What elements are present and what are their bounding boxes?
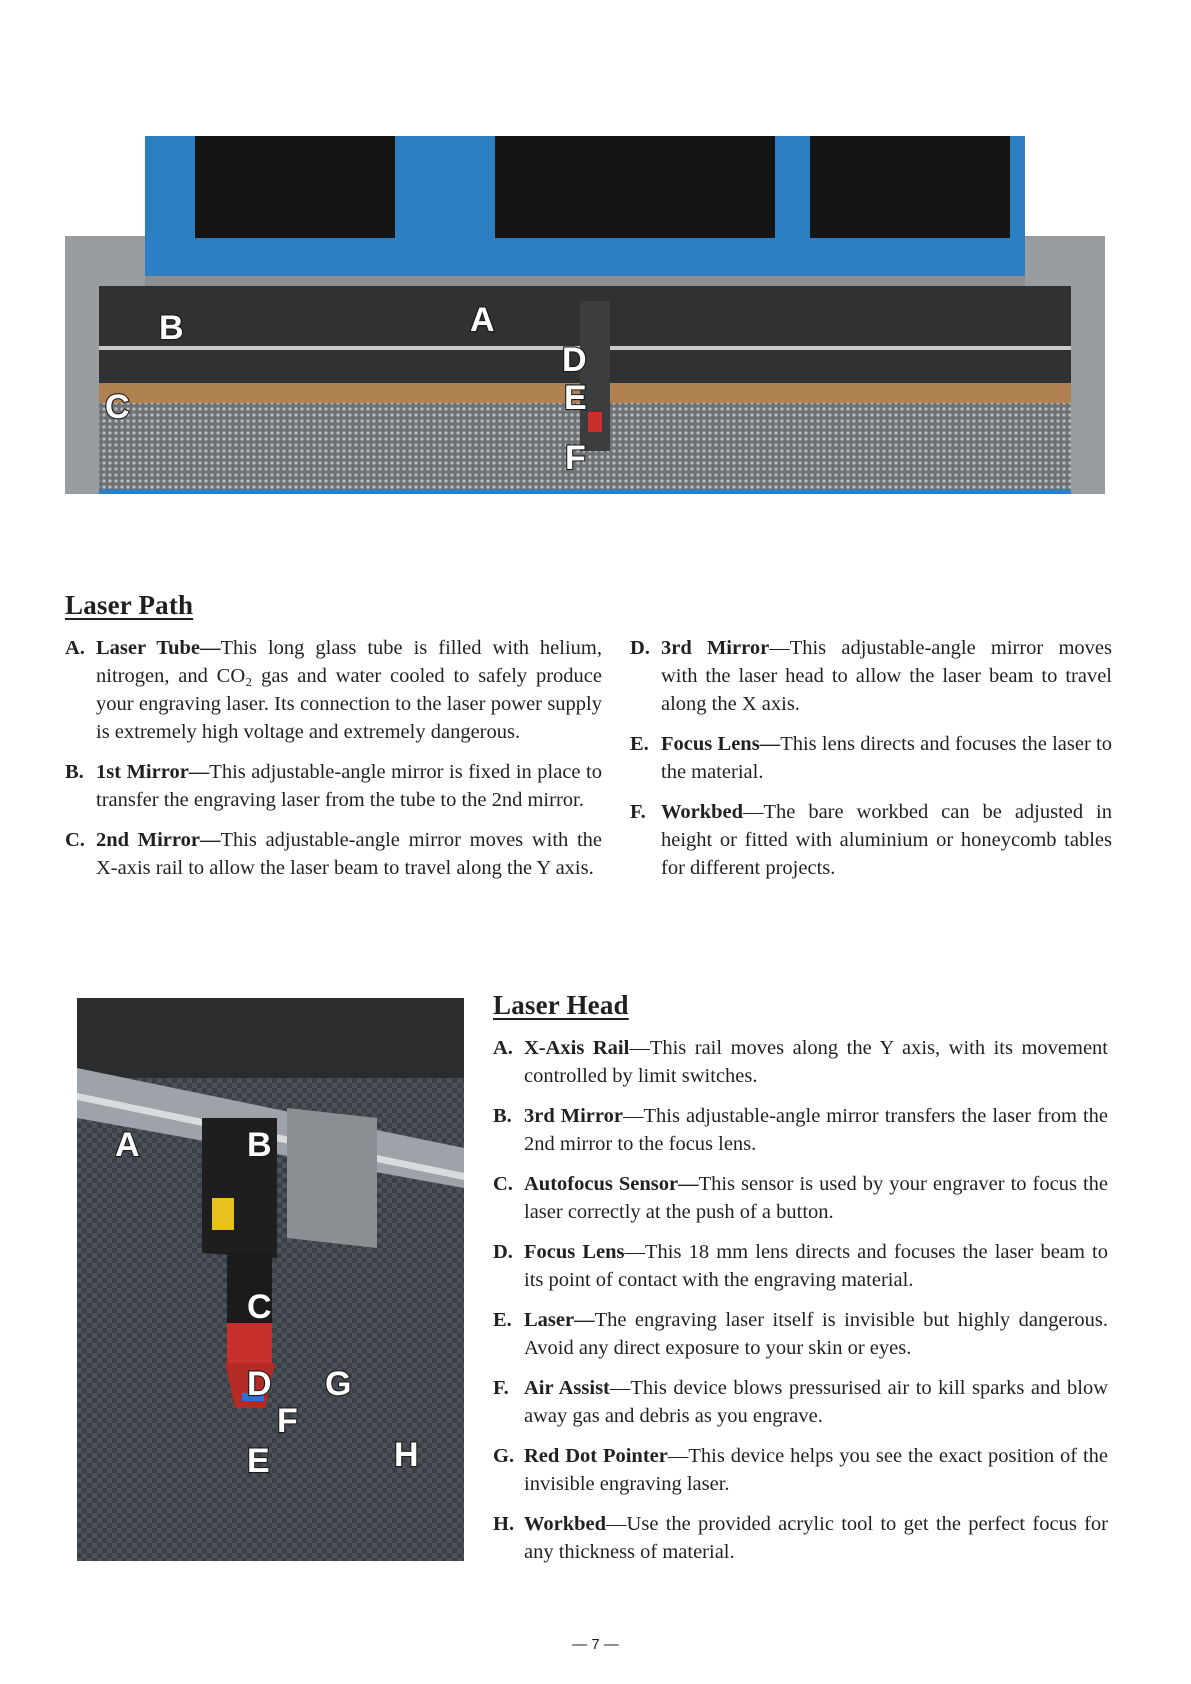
page-number: — 7 —: [572, 1636, 619, 1653]
laser-path-list-left: [65, 634, 602, 894]
laser-path-list-right: [630, 634, 1112, 894]
laser-head-list: [493, 1034, 1108, 1578]
callout-f-top: F: [565, 439, 586, 477]
callout-d-top: D: [562, 341, 587, 379]
callout-a-top: A: [470, 301, 495, 339]
laser-head-item-g: G. Red Dot Pointer—This device helps you see the exact position of the invisible engraving laser.: [493, 1445, 1108, 1495]
laser-path-item-a: A. Laser Tube—This long glass tube is filled with helium, nitrogen, and CO₂ gas and water cooled to safely produce your engraving laser. Its connection to the laser power supply is extremely high voltage and extremely dangerous.: [65, 637, 602, 743]
callout-f-head: F: [277, 1402, 298, 1440]
laser-head-photo: [77, 998, 464, 1561]
callout-g-head: G: [325, 1365, 352, 1403]
laser-head-item-b: B. 3rd Mirror—This adjustable-angle mirror transfers the laser from the 2nd mirror to the focus lens.: [493, 1105, 1108, 1155]
laser-head-item-a: A. X-Axis Rail—This rail moves along the Y axis, with its movement controlled by limit switches.: [493, 1037, 1108, 1087]
callout-h-head: H: [394, 1436, 419, 1474]
laser-path-item-c: C. 2nd Mirror—This adjustable-angle mirror moves with the X-axis rail to allow the laser beam to travel along the Y axis.: [65, 829, 602, 879]
laser-head-item-h: H. Workbed—Use the provided acrylic tool to get the perfect focus for any thickness of material.: [493, 1513, 1108, 1563]
laser-path-item-e: E. Focus Lens—This lens directs and focuses the laser to the material.: [630, 733, 1112, 783]
callout-b-top: B: [159, 309, 184, 347]
laser-head-illustration: [77, 998, 464, 1561]
laser-head-heading: Laser Head: [493, 990, 629, 1020]
callout-c-head: C: [247, 1288, 272, 1326]
laser-head-item-d: D. Focus Lens—This 18 mm lens directs and focuses the laser beam to its point of contact with the engraving material.: [493, 1241, 1108, 1291]
callout-c-top: C: [105, 388, 130, 426]
laser-path-item-d: D. 3rd Mirror—This adjustable-angle mirror moves with the laser head to allow the laser beam to travel along the X axis.: [630, 637, 1112, 715]
laser-path-heading: Laser Path: [65, 590, 194, 620]
laser-path-item-b: B. 1st Mirror—This adjustable-angle mirror is fixed in place to transfer the engraving laser from the tube to the 2nd mirror.: [65, 761, 602, 811]
callout-a-head: A: [115, 1126, 140, 1164]
callout-e-head: E: [247, 1442, 270, 1480]
laser-engraver-illustration: [65, 136, 1105, 494]
laser-head-item-e: E. Laser—The engraving laser itself is invisible but highly dangerous. Avoid any direct exposure to your skin or eyes.: [493, 1309, 1108, 1359]
laser-path-item-f: F. Workbed—The bare workbed can be adjusted in height or fitted with aluminium or honeycomb tables for different projects.: [630, 801, 1112, 879]
callout-d-head: D: [247, 1365, 272, 1403]
laser-head-item-f: F. Air Assist—This device blows pressurised air to kill sparks and blow away gas and debris as you engrave.: [493, 1377, 1109, 1427]
callout-b-head: B: [247, 1126, 272, 1164]
laser-engraver-photo: [65, 136, 1105, 494]
laser-head-item-c: C. Autofocus Sensor—This sensor is used by your engraver to focus the laser correctly at the push of a button.: [493, 1173, 1108, 1223]
callout-e-top: E: [564, 379, 587, 417]
